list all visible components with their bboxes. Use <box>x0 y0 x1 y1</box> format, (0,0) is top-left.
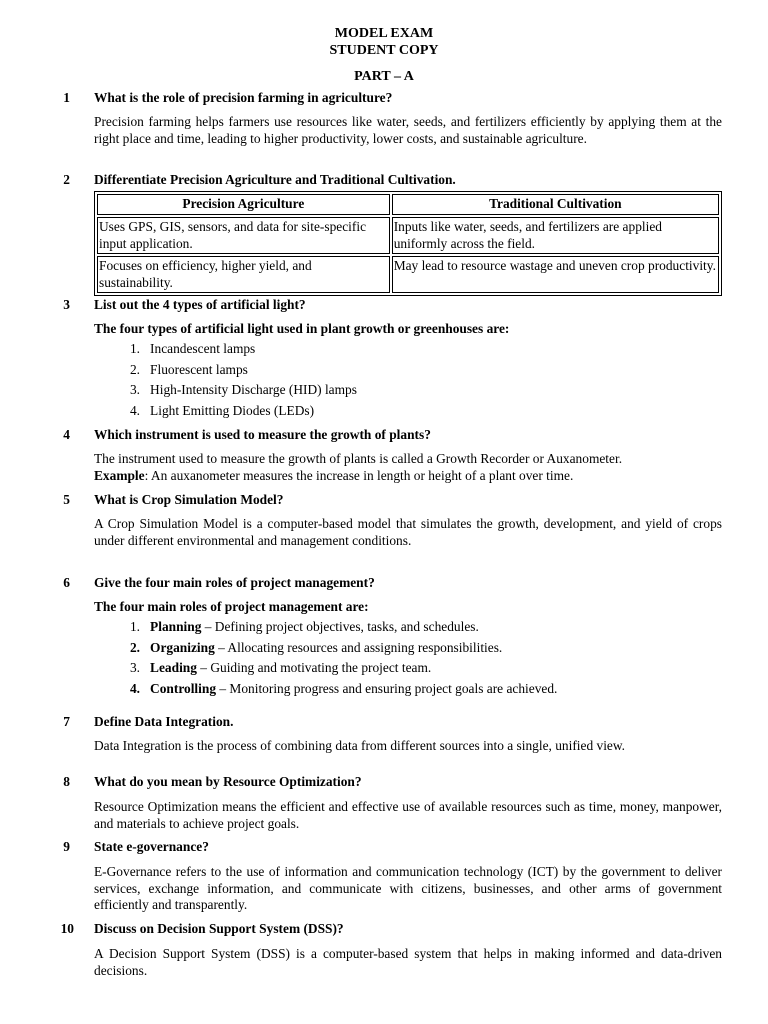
question-number: 3 <box>63 297 70 312</box>
question-text: What is Crop Simulation Model? <box>94 492 284 507</box>
list-item: 2. Fluorescent lamps <box>129 361 248 377</box>
list-item: 1. Incandescent lamps <box>129 341 256 356</box>
list-item: 2. Organizing – Allocating resources and assigning responsibilities. <box>129 639 503 655</box>
pm-roles-list <box>94 619 557 701</box>
list-item: 4. Controlling – Monitoring progress and ensuring project goals are achieved. <box>129 680 558 696</box>
table-cell: Focuses on efficiency, higher yield, and sustainability. <box>97 256 390 293</box>
question-number: 6 <box>63 575 70 590</box>
list-item: 1. Planning – Defining project objectives, tasks, and schedules. <box>129 619 479 634</box>
table-row <box>97 217 719 254</box>
question-number: 8 <box>63 774 70 789</box>
table-cell: May lead to resource wastage and uneven crop productivity. <box>392 256 719 293</box>
question-text: List out the 4 types of artificial light? <box>94 297 306 312</box>
answer-text: The instrument used to measure the growth of plants is called a Growth Recorder or Auxanometer. Example: An auxanometer measures the increase in length or height of a plant over time. <box>94 451 623 483</box>
answer-text: A Crop Simulation Model is a computer-based model that simulates the growth, development, and yield of crops under different environmental and management conditions. <box>94 516 722 548</box>
question-number: 1 <box>63 90 70 105</box>
list-item: 3. High-Intensity Discharge (HID) lamps <box>129 382 357 398</box>
question-text: Differentiate Precision Agriculture and Traditional Cultivation. <box>94 172 456 187</box>
question-number: 9 <box>63 839 70 854</box>
table-cell: Inputs like water, seeds, and fertilizers are applied uniformly across the field. <box>392 217 719 254</box>
question-text: What is the role of precision farming in agriculture? <box>94 90 393 105</box>
exam-title: MODEL EXAM <box>334 26 434 41</box>
table-header-cell: Traditional Cultivation <box>392 194 719 215</box>
question-number: 4 <box>63 427 70 442</box>
copy-label: STUDENT COPY <box>329 43 439 58</box>
question-number: 10 <box>60 921 74 936</box>
answer-intro: The four types of artificial light used in plant growth or greenhouses are: <box>94 321 510 336</box>
table-header-row <box>97 194 719 215</box>
question-text: State e-governance? <box>94 839 209 854</box>
question-text: Discuss on Decision Support System (DSS)? <box>94 921 344 936</box>
answer-text: Resource Optimization means the efficient and effective use of available resources such as time, money, manpower, and materials to achieve project goals. <box>94 799 722 831</box>
part-heading: PART – A <box>354 69 414 84</box>
question-number: 7 <box>63 714 70 729</box>
light-types-list <box>94 341 357 423</box>
list-item: 4. Light Emitting Diodes (LEDs) <box>129 402 315 418</box>
answer-text: Data Integration is the process of combining data from different sources into a single, unified view. <box>94 738 626 753</box>
answer-text: A Decision Support System (DSS) is a computer-based system that helps in making informed and data-driven decisions. <box>94 946 722 978</box>
answer-text: Precision farming helps farmers use resources like water, seeds, and fertilizers efficiently by applying them at the right place and time, leading to higher productivity, lower costs, and sustainable agriculture. <box>94 114 722 146</box>
answer-intro: The four main roles of project management are: <box>94 599 369 614</box>
question-number: 2 <box>63 172 70 187</box>
table-cell: Uses GPS, GIS, sensors, and data for site-specific input application. <box>97 217 390 254</box>
comparison-table <box>94 191 722 296</box>
question-text: Give the four main roles of project management? <box>94 575 375 590</box>
table-header-cell: Precision Agriculture <box>97 194 390 215</box>
question-number: 5 <box>63 492 70 507</box>
answer-text: E-Governance refers to the use of information and communication technology (ICT) by the government to deliver services, exchange information, and communicate with citizens, businesses, and other arms of government efficiently and transparently. <box>94 864 722 912</box>
question-text: Which instrument is used to measure the growth of plants? <box>94 427 431 442</box>
table-row <box>97 256 719 293</box>
question-text: Define Data Integration. <box>94 714 234 729</box>
list-item: 3. Leading – Guiding and motivating the project team. <box>129 660 432 676</box>
question-text: What do you mean by Resource Optimization? <box>94 774 362 789</box>
